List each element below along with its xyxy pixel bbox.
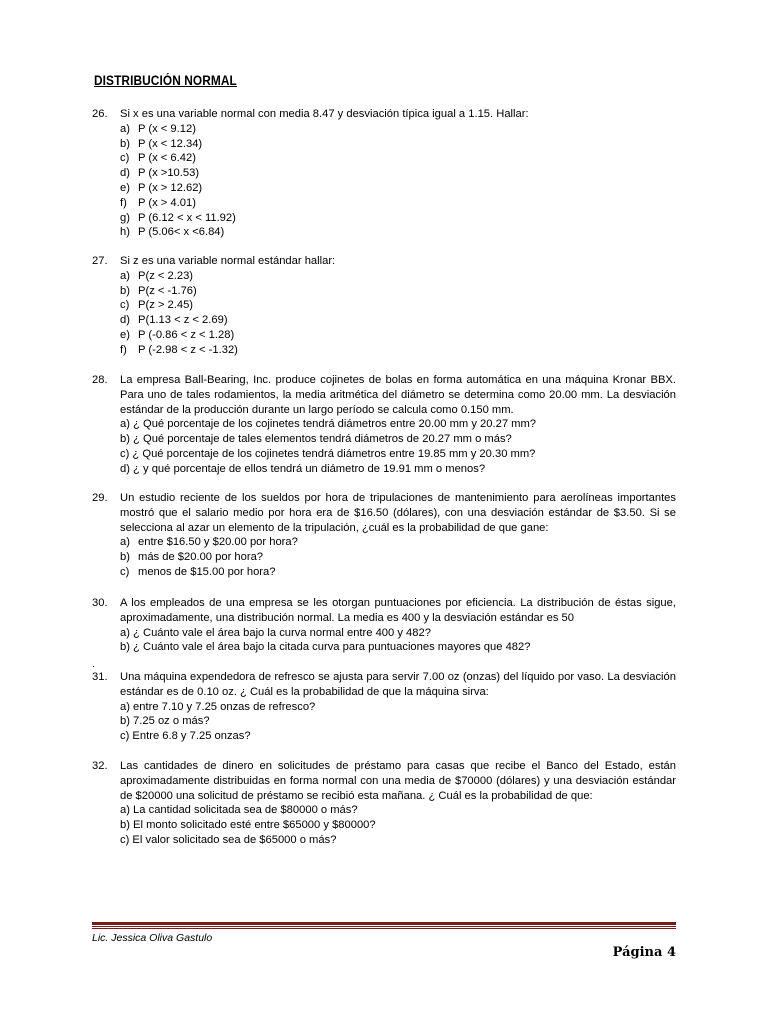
list-item: b) 7.25 oz o más? (120, 715, 210, 728)
question-number: 30. (92, 597, 108, 609)
item-text: más de $20.00 por hora? (138, 551, 264, 564)
item-text: P (5.06< x <6.84) (138, 226, 225, 239)
list-item (120, 565, 676, 580)
list-item (120, 196, 676, 211)
question-28 (92, 373, 676, 477)
item-text: P(z < -1.76) (138, 284, 197, 297)
item-label: a) (120, 536, 130, 549)
footer-rule (92, 926, 676, 927)
page-title: DISTRIBUCIÓN NORMAL (94, 73, 237, 88)
question-32 (92, 759, 676, 848)
footer-rule (92, 928, 676, 929)
item-text: P (x > 4.01) (138, 196, 196, 209)
item-label: b) (120, 551, 130, 564)
answer-list (120, 700, 676, 744)
item-text: P (x < 12.34) (138, 137, 203, 150)
question-27 (92, 254, 676, 358)
item-text: P(1.13 < z < 2.69) (138, 314, 228, 327)
question-text: Si x es una variable normal con media 8.47 y desviación típica igual a 1.15. Hallar: (120, 108, 529, 120)
item-label: a) (120, 122, 130, 135)
list-item (120, 166, 676, 181)
list-item (120, 211, 676, 226)
question-text: A los empleados de una empresa se les otorgan puntuaciones por eficiencia. La distribución de éstas sigue, aproximadamente, una distribución normal. La media es 400 y la desviación estándar es 50 (120, 597, 676, 624)
list-item (120, 122, 676, 137)
question-number: 27. (92, 255, 108, 267)
item-text: P (x > 12.62) (138, 181, 203, 194)
question-31 (92, 670, 676, 744)
list-item: a) La cantidad solicitada sea de $80000 o más? (120, 804, 358, 817)
question-text: Una máquina expendedora de refresco se ajusta para servir 7.00 oz (onzas) del líquido por vaso. La desviación estándar es de 0.10 oz. ¿ Cuál es la probabilidad de que la máquina sirva: (120, 671, 676, 698)
answer-list (120, 417, 676, 476)
item-label: e) (120, 181, 130, 194)
list-item: b) El monto solicitado esté entre $65000 y $80000? (120, 819, 376, 832)
item-label: d) (120, 167, 130, 180)
question-text: Un estudio reciente de los sueldos por hora de tripulaciones de mantenimiento para aerolíneas importantes mostró que el salario medio por hora era de $16.50 (dólares), con una desviación estándar de $3.50. Si se selecciona al azar un elemento de la tripulación, ¿cuál es la probabilidad de que gane: (120, 492, 676, 534)
list-item (120, 298, 676, 313)
list-item (120, 313, 676, 328)
author-name: Lic. Jessica Oliva Gastulo (92, 932, 213, 944)
question-text: Las cantidades de dinero en solicitudes de préstamo para casas que recibe el Banco del Estado, están aproximadamente distribuidas en forma normal con una media de $70000 (dólares) y una desviación estándar de $20000 una solicitud de préstamo se recibió esta mañana. ¿ Cuál es la probabilidad de que: (120, 760, 676, 802)
list-item (120, 284, 676, 299)
list-item (120, 225, 676, 240)
answer-list (120, 122, 676, 240)
item-text: P (-2.98 < z < -1.32) (138, 343, 238, 356)
question-26 (92, 107, 676, 240)
answer-list (120, 535, 676, 579)
item-text: P (x < 9.12) (138, 122, 196, 135)
item-label: f) (120, 196, 127, 209)
item-text: P (x < 6.42) (138, 152, 196, 165)
question-number: 29. (92, 492, 108, 504)
item-label: b) (120, 137, 130, 150)
list-item (120, 181, 676, 196)
page-number: Página 4 (612, 945, 676, 960)
list-item: a) ¿ Cuánto vale el área bajo la curva normal entre 400 y 482? (120, 626, 431, 639)
item-text: P (6.12 < x < 11.92) (138, 211, 236, 224)
question-30 (92, 596, 676, 655)
answer-list (120, 269, 676, 358)
item-text: P(z < 2.23) (138, 269, 194, 282)
question-number: 28. (92, 374, 108, 386)
question-text: La empresa Ball-Bearing, Inc. produce cojinetes de bolas en forma automática en una máquina Kronar BBX. Para uno de tales rodamientos, la media aritmética del diámetro se determina como 20.00 mm. La desviación estándar de la producción durante un largo período se calcula como 0.150 mm. (120, 374, 676, 416)
question-number: 26. (92, 108, 108, 120)
item-label: g) (120, 211, 130, 224)
item-label: h) (120, 226, 130, 239)
item-label: c) (120, 565, 130, 578)
item-label: b) (120, 284, 130, 297)
footer-rule (92, 922, 676, 925)
item-text: entre $16.50 y $20.00 por hora? (138, 536, 298, 549)
list-item: c) ¿ Qué porcentaje de los cojinetes tendrá diámetros entre 19.85 mm y 20.30 mm? (120, 447, 536, 460)
list-item (120, 550, 676, 565)
item-text: P (-0.86 < z < 1.28) (138, 328, 235, 341)
list-item: c) Entre 6.8 y 7.25 onzas? (120, 730, 251, 743)
question-29 (92, 491, 676, 580)
answer-list (120, 803, 676, 847)
list-item: b) ¿ Cuánto vale el área bajo la citada curva para puntuaciones mayores que 482? (120, 641, 531, 654)
list-item (120, 535, 676, 550)
answer-list (120, 626, 676, 656)
item-label: c) (120, 299, 130, 312)
list-item (120, 343, 676, 358)
item-label: c) (120, 152, 130, 165)
item-text: menos de $15.00 por hora? (138, 565, 276, 578)
list-item: c) El valor solicitado sea de $65000 o más? (120, 833, 337, 846)
list-item: b) ¿ Qué porcentaje de tales elementos tendrá diámetros de 20.27 mm o más? (120, 433, 512, 446)
item-label: e) (120, 328, 130, 341)
list-item (120, 137, 676, 152)
list-item: a) ¿ Qué porcentaje de los cojinetes tendrá diámetros entre 20.00 mm y 20.27 mm? (120, 418, 537, 431)
question-number: 31. (92, 671, 108, 683)
list-item: d) ¿ y qué porcentaje de ellos tendrá un diámetro de 19.91 mm o menos? (120, 462, 486, 475)
stray-mark: . (92, 659, 95, 670)
list-item (120, 328, 676, 343)
item-label: d) (120, 314, 130, 327)
item-text: P(z > 2.45) (138, 299, 194, 312)
list-item (120, 151, 676, 166)
item-label: f) (120, 343, 127, 356)
question-number: 32. (92, 760, 108, 772)
item-label: a) (120, 269, 130, 282)
question-text: Si z es una variable normal estándar hallar: (120, 255, 336, 267)
item-text: P (x >10.53) (138, 167, 200, 180)
list-item (120, 269, 676, 284)
list-item: a) entre 7.10 y 7.25 onzas de refresco? (120, 700, 316, 713)
